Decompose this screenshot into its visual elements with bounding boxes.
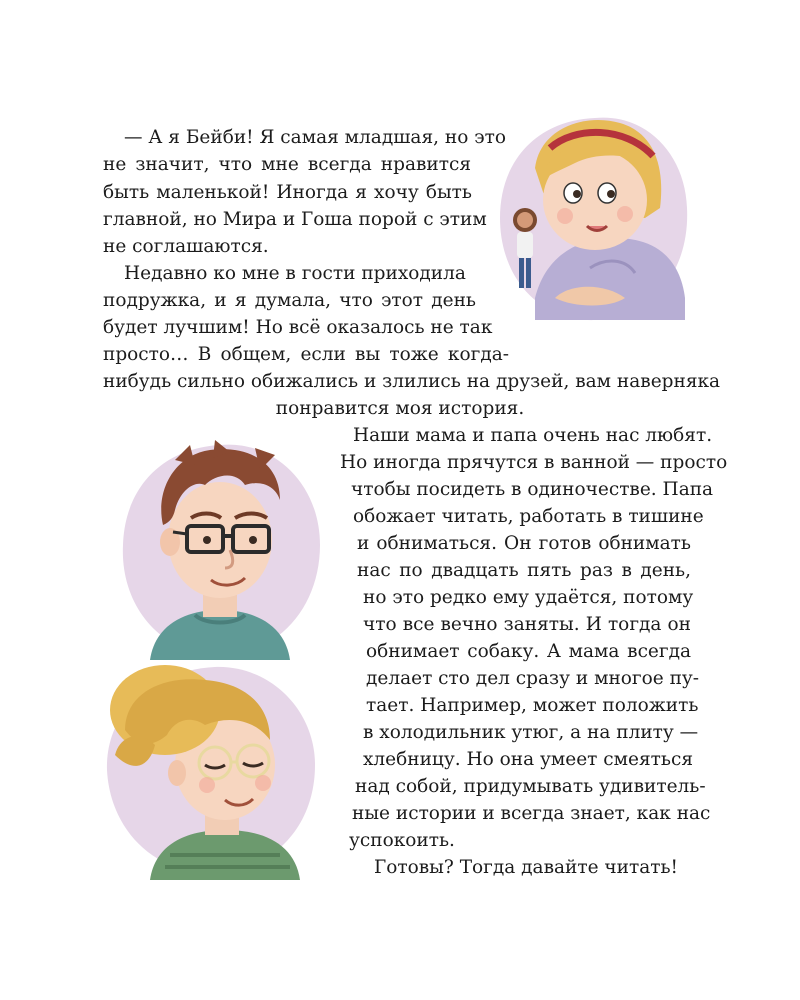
text-line-9: просто… В общем, если вы тоже когда- <box>103 344 509 365</box>
text-line-8: будет лучшим! Но всё оказалось не так <box>103 317 493 338</box>
text-line-14: чтобы посидеть в одиночестве. Папа <box>351 479 714 500</box>
text-line-13: Но иногда прячутся в ванной — просто <box>340 452 728 473</box>
text-line-3: быть маленькой! Иногда я хочу быть <box>103 182 472 203</box>
text-line-17: нас по двадцать пять раз в день, <box>357 560 691 581</box>
text-line-26: ные истории и всегда знает, как нас <box>352 803 711 824</box>
text-line-15: обожает читать, работать в тишине <box>353 506 704 527</box>
text-line-1: — А я Бейби! Я самая младшая, но это <box>124 127 506 148</box>
text-line-16: и обниматься. Он готов обнимать <box>357 533 691 554</box>
text-line-22: тает. Например, может положить <box>366 695 699 716</box>
text-line-12: Наши мама и папа очень нас любят. <box>353 425 713 446</box>
text-line-6: Недавно ко мне в гости приходила <box>124 263 466 284</box>
text-line-27: успокоить. <box>349 830 455 851</box>
dad-with-glasses-portrait-icon <box>115 430 325 660</box>
text-line-5: не соглашаются. <box>103 236 269 257</box>
mom-with-glasses-portrait-icon <box>95 655 325 880</box>
text-line-20: обнимает собаку. А мама всегда <box>366 641 691 662</box>
text-line-24: хлебницу. Но она умеет смеяться <box>363 749 694 770</box>
text-line-25: над собой, придумывать удивитель- <box>355 776 706 797</box>
text-line-4: главной, но Мира и Гоша порой с этим <box>103 209 487 230</box>
text-line-23: в холодильник утюг, а на плиту — <box>363 722 699 743</box>
text-line-7: подружка, и я думала, что этот день <box>103 290 476 311</box>
text-line-11: понравится моя история. <box>275 398 525 419</box>
baby-girl-portrait-icon <box>495 108 695 328</box>
text-line-19: что все вечно заняты. И тогда он <box>363 614 691 635</box>
text-line-10: нибудь сильно обижались и злились на друзей, вам наверняка <box>103 371 721 392</box>
text-line-21: делает сто дел сразу и многое пу- <box>366 668 700 689</box>
text-line-18: но это редко ему удаётся, потому <box>363 587 694 608</box>
text-line-2: не значит, что мне всегда нравится <box>103 154 471 175</box>
text-line-28: Готовы? Тогда давайте читать! <box>374 857 678 878</box>
